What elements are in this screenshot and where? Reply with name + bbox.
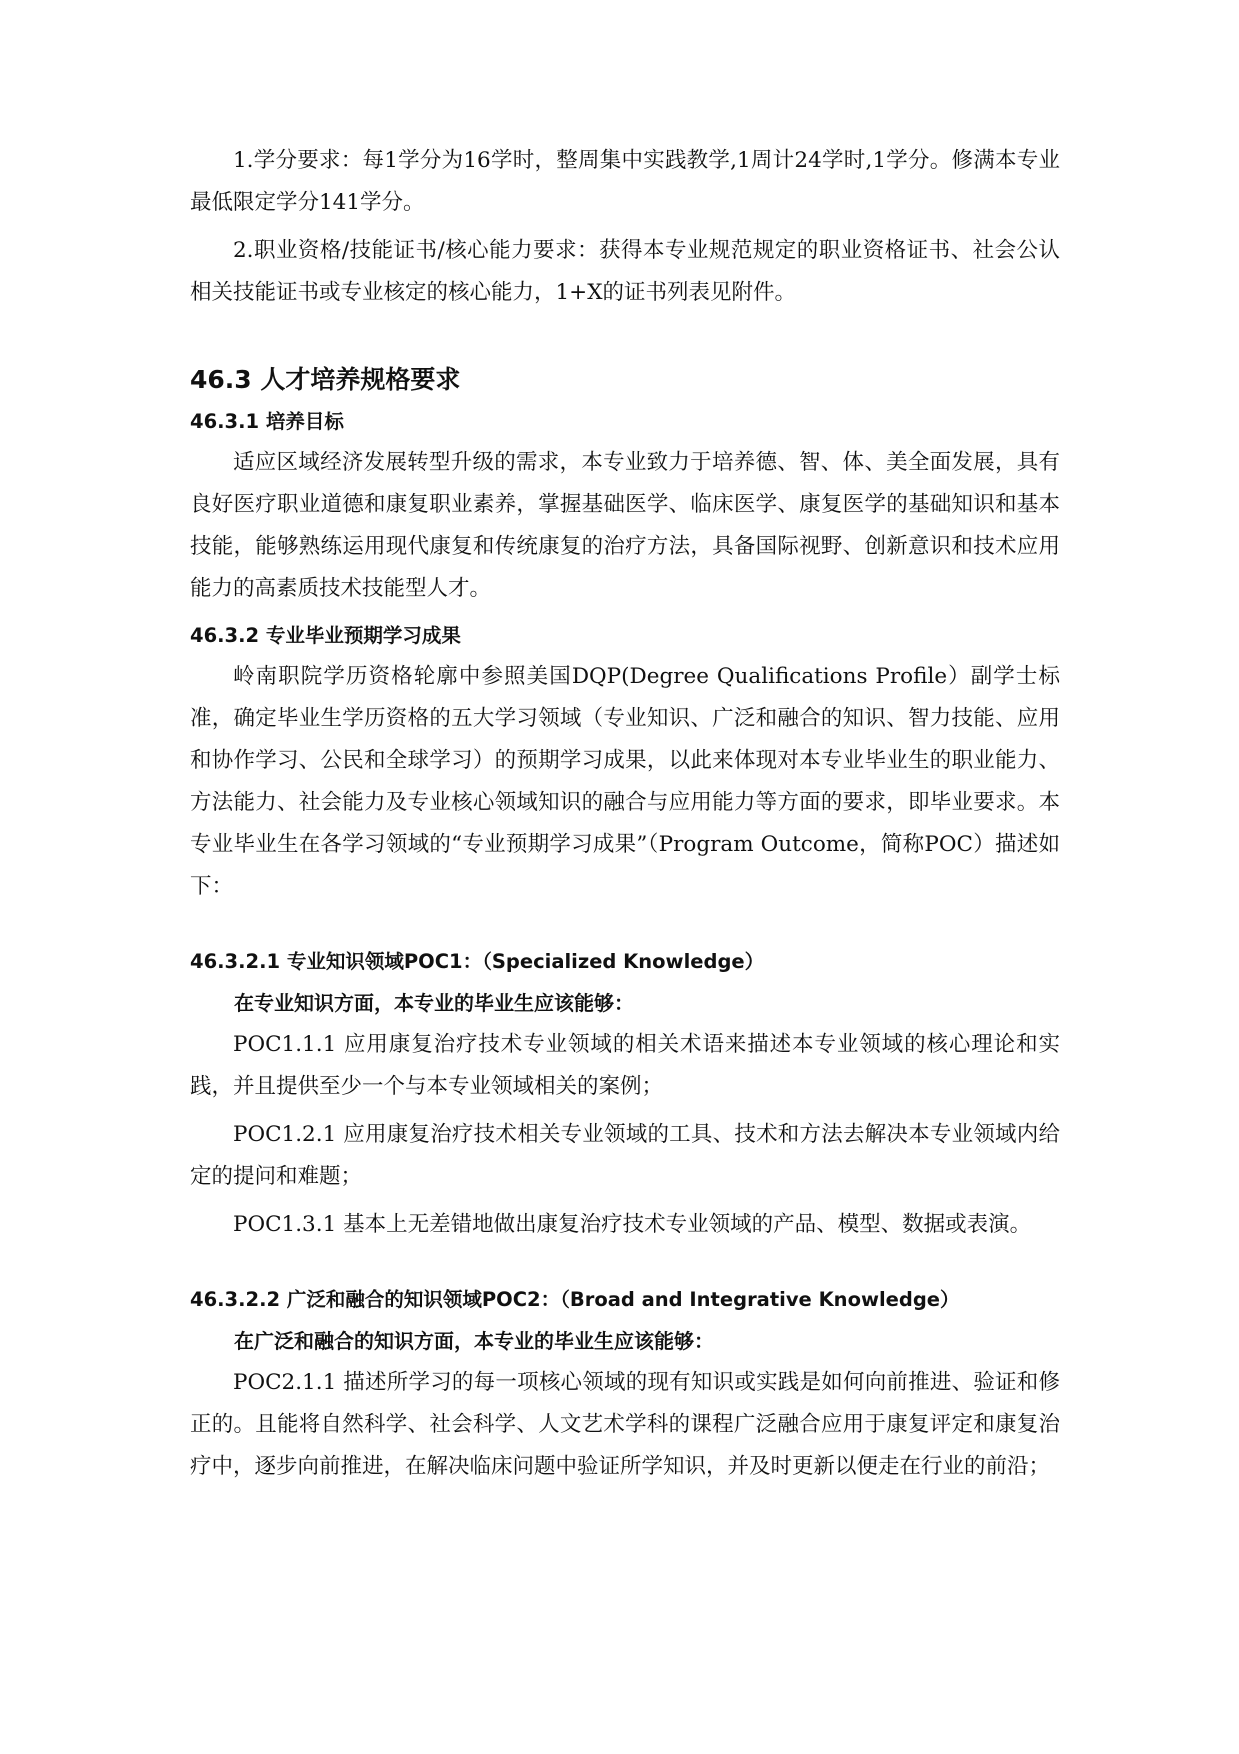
poc1-item: POC1.1.1 应用康复治疗技术专业领域的相关术语来描述本专业领域的核心理论和实践，并且提供至少一个与本专业领域相关的案例； xyxy=(190,1032,1060,1099)
poc1-item: POC1.3.1 基本上无差错地做出康复治疗技术专业领域的产品、模型、数据或表演。 xyxy=(233,1212,1032,1237)
section-heading-46-3-2: 46.3.2 专业毕业预期学习成果 xyxy=(190,624,461,647)
credit-requirement-paragraph: 1.学分要求：每1学分为16学时，整周集中实践教学,1周计24学时,1学分。修满本专业最低限定学分141学分。 xyxy=(190,148,1060,215)
poc2-item: POC2.1.1 描述所学习的每一项核心领域的现有知识或实践是如何向前推进、验证和修正的。且能将自然科学、社会科学、人文艺术学科的课程广泛融合应用于康复评定和康复治疗中，逐步向前推进，在解决临床问题中验证所学知识，并及时更新以便走在行业的前沿； xyxy=(190,1370,1060,1479)
poc2-lead: 在广泛和融合的知识方面，本专业的毕业生应该能够： xyxy=(234,1329,714,1353)
poc1-lead: 在专业知识方面，本专业的毕业生应该能够： xyxy=(234,991,634,1015)
document-page xyxy=(190,140,1060,1488)
learning-outcome-paragraph: 岭南职院学历资格轮廓中参照美国DQP(Degree Qualifications Profile）副学士标准，确定毕业生学历资格的五大学习领域（专业知识、广泛和融合的知识、智力技能、应用和协作学习、公民和全球学习）的预期学习成果，以此来体现对本专业毕业生的职业能力、方法能力、社会能力及专业核心领域知识的融合与应用能力等方面的要求，即毕业要求。本专业毕业生在各学习领域的“专业预期学习成果”（Program Outcome，简称POC）描述如下： xyxy=(190,664,1060,899)
section-heading-poc1: 46.3.2.1 专业知识领域POC1：（Specialized Knowledge） xyxy=(190,950,765,973)
poc1-item: POC1.2.1 应用康复治疗技术相关专业领域的工具、技术和方法去解决本专业领域内给定的提问和难题； xyxy=(190,1122,1060,1189)
section-heading-46-3: 46.3 人才培养规格要求 xyxy=(190,365,461,394)
training-goal-paragraph: 适应区域经济发展转型升级的需求，本专业致力于培养德、智、体、美全面发展，具有良好医疗职业道德和康复职业素养，掌握基础医学、临床医学、康复医学的基础知识和基本技能，能够熟练运用现代康复和传统康复的治疗方法，具备国际视野、创新意识和技术应用能力的高素质技术技能型人才。 xyxy=(190,450,1060,601)
section-heading-46-3-1: 46.3.1 培养目标 xyxy=(190,410,344,433)
section-heading-poc2: 46.3.2.2 广泛和融合的知识领域POC2：（Broad and Integrative Knowledge） xyxy=(190,1288,960,1311)
certificate-requirement-paragraph: 2.职业资格/技能证书/核心能力要求：获得本专业规范规定的职业资格证书、社会公认相关技能证书或专业核定的核心能力，1+X的证书列表见附件。 xyxy=(190,238,1060,305)
